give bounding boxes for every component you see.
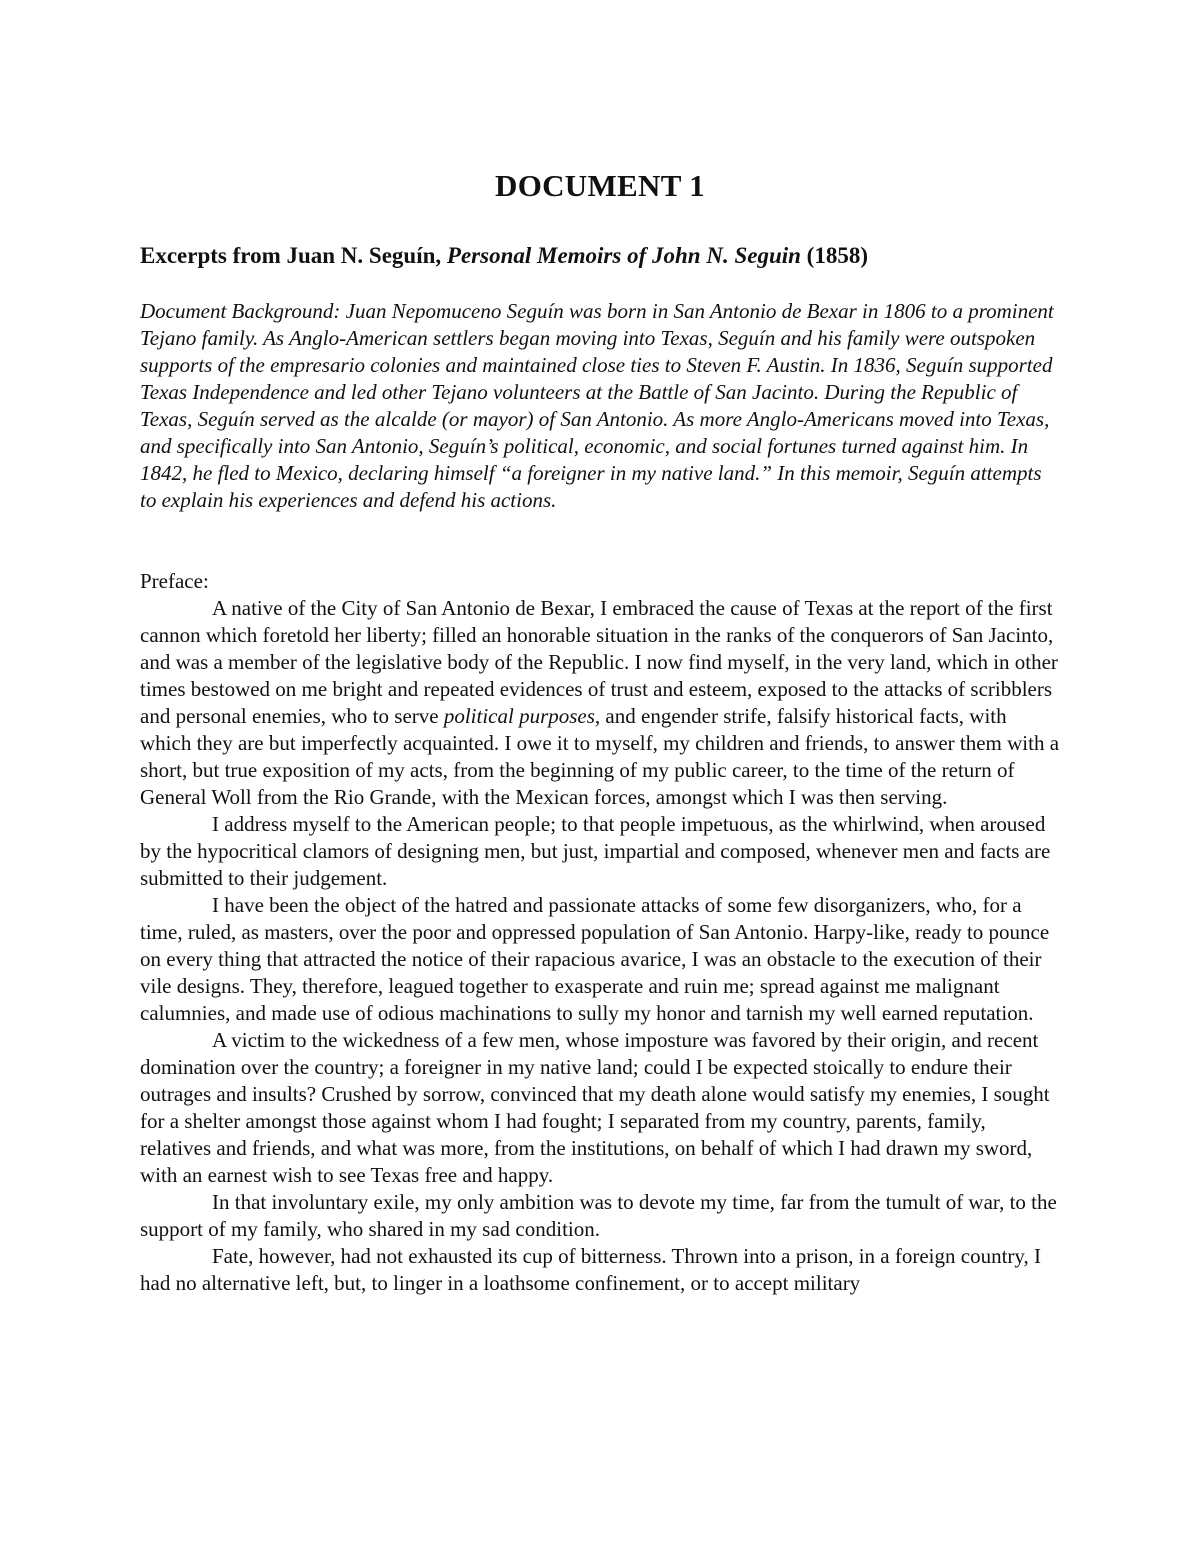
paragraph [140,595,1060,811]
document-background: Document Background: Juan Nepomuceno Seguín was born in San Antonio de Bexar in 1806 to a prominent Tejano family. As Anglo-American settlers began moving into Texas, Seguín and his family were outspoken supports of the empresario colonies and maintained close ties to Steven F. Austin. In 1836, Seguín supported Texas Independence and led other Tejano volunteers at the Battle of San Jacinto. During the Republic of Texas, Seguín served as the alcalde (or mayor) of San Antonio. As more Anglo-Americans moved into Texas, and specifically into San Antonio, Seguín’s political, economic, and social fortunes turned against him. In 1842, he fled to Mexico, declaring himself “a foreigner in my native land.” In this memoir, Seguín attempts to explain his experiences and defend his actions. [140,299,1054,512]
paragraph-text: , and engender strife, falsify historical facts, with which they are but imperfectly acquainted. I owe it to myself, my children and friends, to answer them with a short, but true exposition of my acts, from the beginning of my public career, to the time of the return of General Woll from the Rio Grande, with the Mexican forces, amongst which I was then serving. [140,704,1060,809]
paragraph: Fate, however, had not exhausted its cup of bitterness. Thrown into a prison, in a foreign country, I had no alternative left, but, to linger in a loathsome confinement, or to accept military [140,1244,1042,1295]
heading-year: (1858) [800,243,868,268]
document-title: DOCUMENT 1 [495,168,705,203]
paragraph: I address myself to the American people; to that people impetuous, as the whirlwind, when aroused by the hypocritical clamors of designing men, but just, impartial and composed, whenever men and facts are submitted to their judgement. [140,812,1051,890]
document-heading [140,243,1060,269]
paragraph: I have been the object of the hatred and passionate attacks of some few disorganizers, who, for a time, ruled, as masters, over the poor and oppressed population of San Antonio. Harpy-like, ready to pounce on every thing that attracted the notice of their rapacious avarice, I was an obstacle to the execution of their vile designs. They, therefore, leagued together to exasperate and ruin me; spread against me malignant calumnies, and made use of odious machinations to sully my honor and tarnish my well earned reputation. [140,893,1050,1025]
memoir-excerpt [140,568,1060,1297]
paragraph: A victim to the wickedness of a few men, whose imposture was favored by their origin, and recent domination over the country; a foreigner in my native land; could I be expected stoically to endure their outrages and insults? Crushed by sorrow, convinced that my death alone would satisfy my enemies, I sought for a shelter amongst those against whom I had fought; I separated from my country, parents, family, relatives and friends, and what was more, from the institutions, on behalf of which I had drawn my sword, with an earnest wish to see Texas free and happy. [140,1028,1050,1187]
heading-work-title: Personal Memoirs of John N. Seguin [446,243,801,268]
preface-label: Preface: [140,569,209,593]
paragraph-text: A native of the City of San Antonio de Bexar, I embraced the cause of Texas at the report of the first cannon which foretold her liberty; filled an honorable situation in the ranks of the conquerors of San Jacinto, and was a member of the legislative body of the Republic. I now find myself, in the very land, which in other times bestowed on me bright and repeated evidences of trust and esteem, exposed to the attacks of scribblers and personal enemies, who to serve [140,596,1058,728]
paragraph: In that involuntary exile, my only ambition was to devote my time, far from the tumult of war, to the support of my family, who shared in my sad condition. [140,1190,1057,1241]
paragraph-emphasis: political purposes [443,704,595,728]
heading-prefix: Excerpts from Juan N. Seguín, [140,243,447,268]
